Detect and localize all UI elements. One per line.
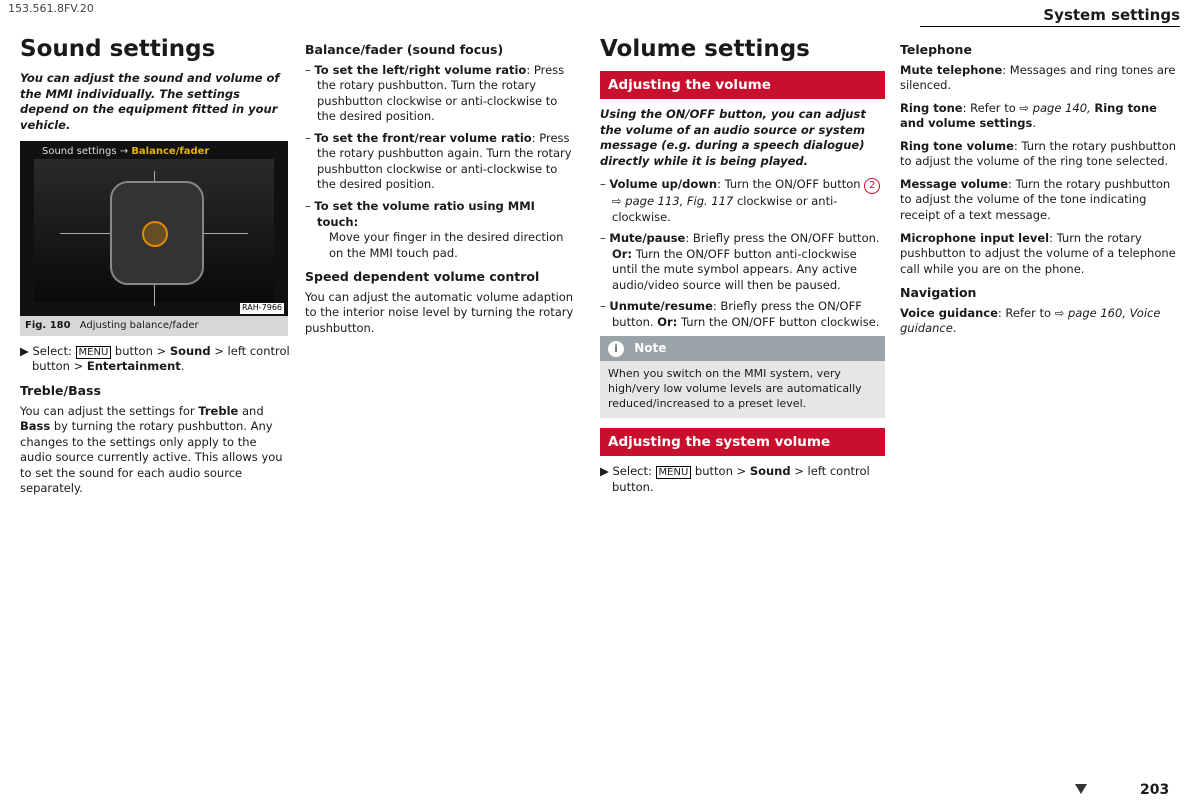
sv-sound: Sound (749, 464, 791, 479)
column-sound-intro (20, 34, 290, 504)
voice-ref: ⇨ page 160, Voice guidance (900, 305, 1161, 336)
mute-pause-item: – Mute/pause: Briefly press the ON/OFF button. Or: Turn the ON/OFF button anti-clockwise until the mute symbol appears. Any active audio/video source will then be paused. (600, 231, 880, 292)
telephone-heading: Telephone (900, 42, 972, 57)
sound-intro: You can adjust the sound and volume of the MMI individually. The settings depend on the equipment fitted in your vehicle. (20, 71, 280, 132)
microphone-level-item (900, 231, 1180, 278)
navigation-heading: Navigation (900, 285, 977, 301)
mute-telephone-item (900, 63, 1180, 94)
mmi-screen-subtitle: Balance/fader (131, 146, 210, 158)
touch-bold: To set the volume ratio using MMI touch (314, 199, 535, 229)
note-title: Note (634, 341, 667, 356)
mmi-screen-title-text: Sound settings (42, 146, 117, 158)
touch-text: Move your finger in the desired direction on the MMI touch pad. (329, 230, 564, 260)
ring-text: : Refer to (962, 100, 1016, 115)
treble-bass-text (20, 404, 290, 497)
step-end: . (180, 359, 185, 374)
lr-bold: To set the left/right volume ratio (314, 62, 527, 77)
adjusting-volume-banner: Adjusting the volume (600, 71, 885, 99)
vol-up-ref: ⇨ page 113, Fig. 117 (612, 194, 734, 209)
step-text-1: button > (114, 343, 167, 358)
mute-or-text: Turn the ON/OFF button anti-clockwise until the mute symbol appears. Any active audio/video source will then be paused. (612, 246, 857, 292)
system-volume-banner: Adjusting the system volume (600, 428, 885, 456)
step-prefix: Select: (32, 343, 72, 358)
sv-text-2: > left control button. (612, 464, 870, 494)
mute-tel-text: : Messages and ring tones are silenced. (900, 62, 1176, 93)
mute-or: Or: (612, 246, 633, 261)
ringvol-text: : Turn the rotary pushbutton to adjust the volume of the ring tone selected. (900, 138, 1177, 169)
fr-bold: To set the front/rear volume ratio (314, 130, 532, 145)
note-box (600, 336, 885, 418)
speed-volume-text: You can adjust the automatic volume adaption to the interior noise level by turning the rotary pushbutton. (305, 289, 574, 335)
unmute-bold: Unmute/resume (609, 299, 713, 314)
balance-item-front-rear: – To set the front/rear volume ratio: Press the rotary pushbutton again. Turn the rotary pushbutton clockwise or anti-clockwise to the desired position. (305, 130, 572, 192)
menu-key: MENU (76, 346, 112, 359)
figure-code: RAH-7966 (242, 303, 282, 313)
msg-text: : Turn the rotary pushbutton to adjust the volume of the tone indicating receipt of a text message. (900, 176, 1171, 222)
arrow-icon: → (119, 146, 129, 158)
step-sound: Sound (169, 343, 211, 358)
menu-key: MENU (656, 466, 692, 479)
volume-up-down-item: – Volume up/down: Turn the ON/OFF button 2 ⇨ page 113, Fig. 117 clockwise or anti-clockwise. (600, 177, 885, 225)
treble-term: Treble (198, 403, 239, 418)
vol-up-text: : Turn the ON/OFF button (717, 177, 861, 192)
sound-focus-target-icon (142, 221, 168, 247)
balance-item-left-right: – To set the left/right volume ratio: Press the rotary pushbutton. Turn the rotary pushbutton clockwise or anti-clockwise to the desired position. (305, 62, 565, 124)
mute-bold: Mute/pause (609, 231, 686, 246)
treble-p1: You can adjust the settings for (20, 403, 195, 418)
bass-term: Bass (20, 419, 51, 434)
lr-text: : Press the rotary pushbutton. Turn the rotary pushbutton clockwise or anti-clockwise to the desired position. (317, 62, 565, 124)
note-header (600, 336, 885, 361)
column-telephone (900, 34, 1180, 344)
vol-up-end: clockwise or anti-clockwise. (612, 194, 838, 224)
volume-intro: Using the ON/OFF button, you can adjust the volume of an audio source or system message (e.g. during a speech dialogue) directly while it is being played. (600, 107, 866, 168)
sv-text-1: button > (694, 464, 747, 479)
figure-caption-text: Adjusting balance/fader (79, 320, 199, 332)
mic-text: : Turn the rotary pushbutton to adjust the volume of a telephone call while you are on the phone. (900, 230, 1176, 276)
mute-tel-bold: Mute telephone (900, 62, 1003, 77)
sv-prefix: Select: (612, 464, 652, 479)
continue-arrow-icon (1075, 784, 1087, 794)
ring-ref: ⇨ page 140, (1019, 100, 1091, 115)
unmute-or: Or: (657, 314, 678, 329)
unmute-resume-item: – Unmute/resume: Briefly press the ON/OFF button. Or: Turn the ON/OFF button clockwise. (600, 299, 880, 329)
ring-tone-volume-item (900, 139, 1180, 170)
voice-end: . (952, 321, 957, 336)
treble-and: and (241, 403, 264, 418)
mute-text: : Briefly press the ON/OFF button. (685, 231, 880, 246)
ring-end: . (1032, 116, 1036, 131)
fr-text: : Press the rotary pushbutton again. Turn the rotary pushbutton clockwise or anti-clockwise to the desired position. (317, 130, 572, 192)
running-header: System settings (920, 6, 1180, 27)
figure-caption (20, 316, 288, 336)
treble-bass-heading: Treble/Bass (20, 382, 101, 398)
column-volume (600, 34, 885, 503)
unmute-text: : Briefly press the ON/OFF button. (612, 299, 862, 329)
step-text-2: > left control button > (32, 343, 290, 374)
sound-settings-title: Sound settings (20, 36, 216, 62)
info-icon: i (608, 341, 624, 357)
ring-ref-bold: Ring tone and volume settings (900, 100, 1157, 131)
message-volume-item (900, 177, 1180, 224)
step-entertainment: Entertainment (86, 359, 181, 374)
system-volume-select-step: ▶ Select: MENU button > Sound > left control button. (600, 464, 870, 494)
page-id: 153.561.8FV.20 (8, 2, 94, 15)
volume-settings-title: Volume settings (600, 36, 810, 62)
balance-fader-figure (20, 141, 288, 316)
touch-colon: : (353, 214, 359, 229)
voice-text: : Refer to (997, 305, 1052, 320)
vol-up-bold: Volume up/down (609, 177, 718, 192)
mic-bold: Microphone input level (900, 230, 1050, 245)
column-balance (305, 34, 575, 343)
ring-tone-item (900, 101, 1180, 132)
note-text: When you switch on the MMI system, very high/very low volume levels are automatically reduced/increased to a preset level. (608, 367, 862, 411)
msg-bold: Message volume (900, 176, 1009, 191)
mmi-screen-title (42, 145, 209, 159)
figure-number: Fig. 180 (25, 320, 71, 332)
sound-select-step: ▶ Select: MENU button > Sound > left control button > Entertainment. (20, 343, 290, 374)
ringvol-bold: Ring tone volume (900, 138, 1014, 153)
callout-2-icon: 2 (864, 178, 880, 194)
unmute-or-text: Turn the ON/OFF button clockwise. (680, 314, 880, 329)
speed-volume-heading: Speed dependent volume control (305, 269, 540, 285)
voice-guidance-item (900, 306, 1180, 337)
balance-heading: Balance/fader (sound focus) (305, 42, 504, 57)
treble-p2: by turning the rotary pushbutton. Any changes to the settings only apply to the audio source currently active. This allows you to set the sound for each audio source separately. (20, 419, 283, 496)
balance-item-mmi-touch: – To set the volume ratio using MMI touch: Move your finger in the desired direction on the MMI touch pad. (305, 199, 575, 261)
ring-bold: Ring tone (900, 100, 963, 115)
voice-bold: Voice guidance (900, 305, 998, 320)
page-number: 203 (1140, 782, 1170, 798)
